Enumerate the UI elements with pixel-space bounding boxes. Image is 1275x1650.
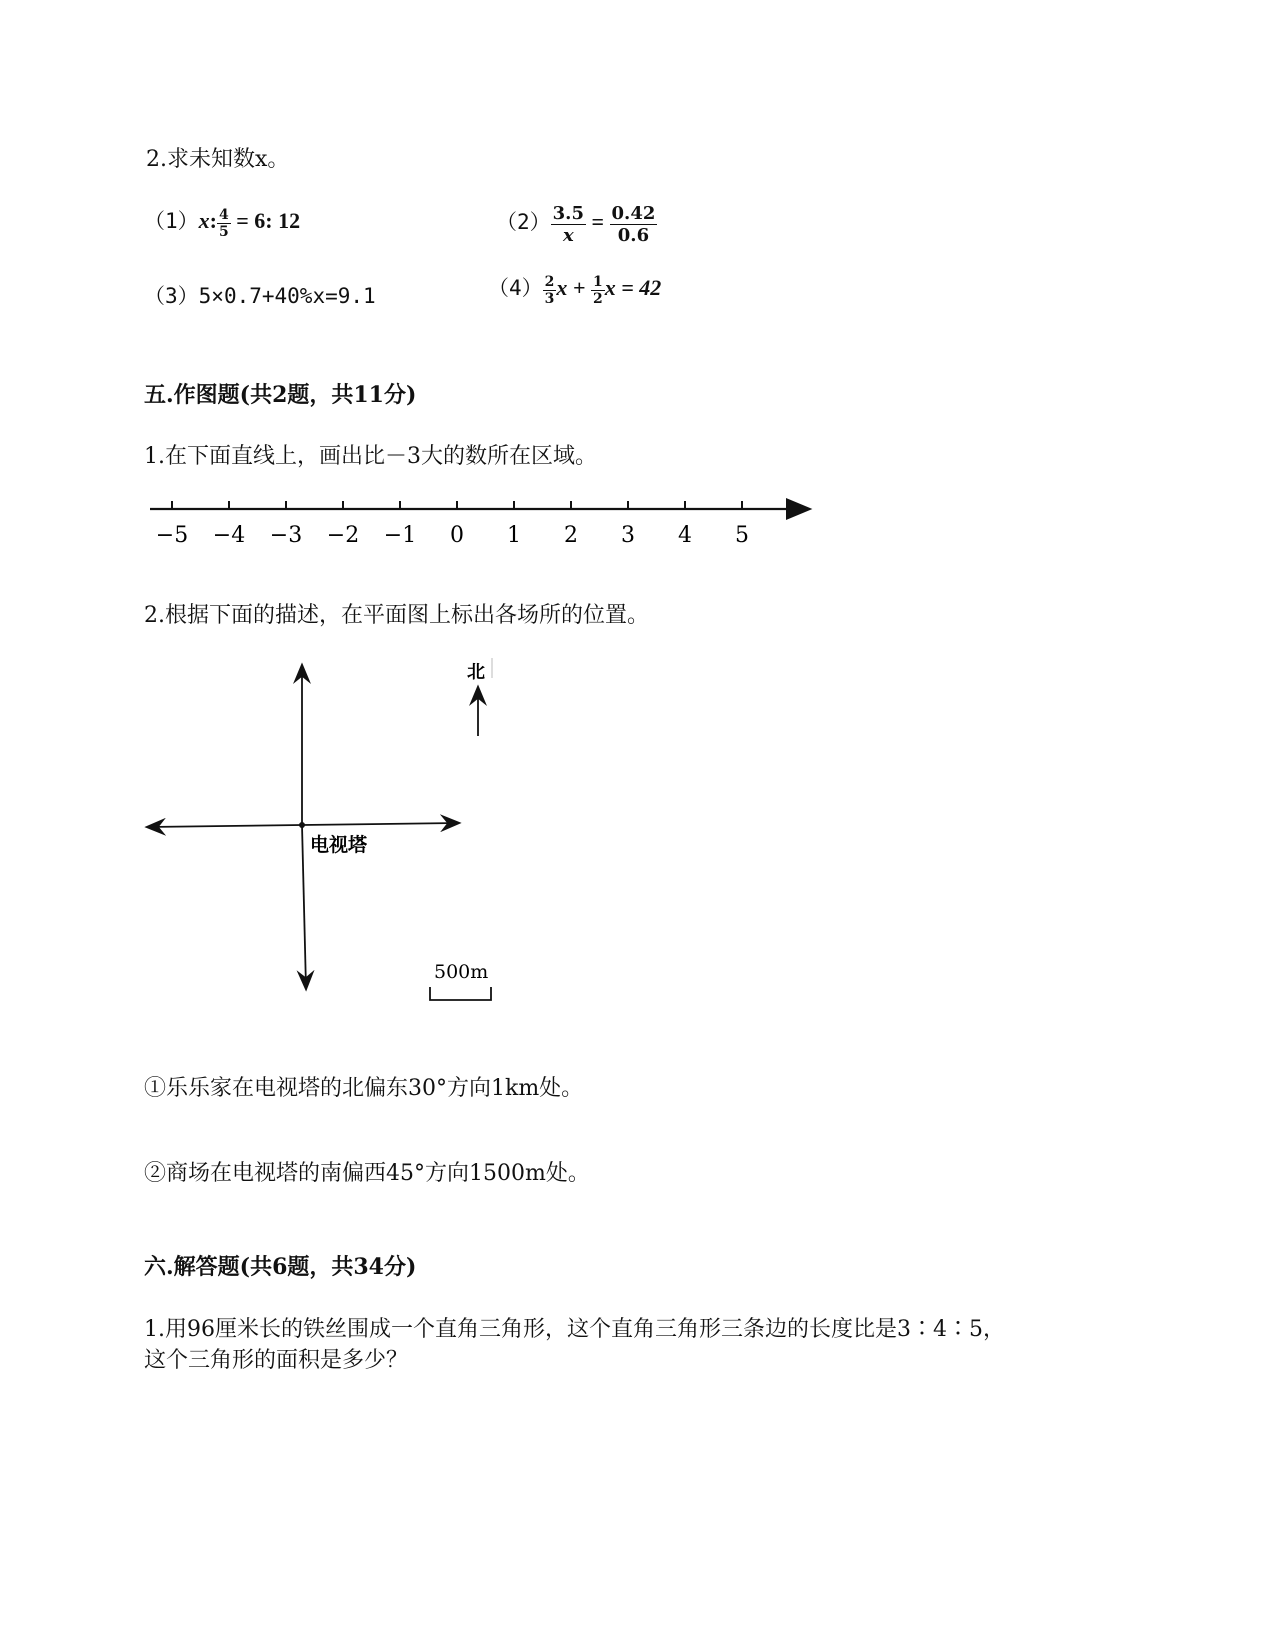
number-line-tick-label: −3	[269, 523, 303, 548]
question-text-continued: 这个三角形的面积是多少？	[144, 1348, 409, 1373]
fraction: $\frac{0.42}{0.6}$	[611, 203, 656, 246]
equation-1: （1）x: $\frac{4}{5}$ = 6: 12	[144, 207, 301, 240]
north-label: 北	[467, 662, 485, 683]
number-line-tick-label: −4	[212, 523, 246, 548]
equation-3: （3）5×0.7+40%x=9.1	[144, 284, 376, 308]
question-title: 2.求未知数x。	[146, 147, 290, 172]
number-line-tick-label: −5	[155, 523, 189, 548]
number-line-tick-label: 2	[564, 523, 578, 548]
tv-tower-label: 电视塔	[310, 834, 368, 856]
equation-2: （2） $\frac{3.5}{x}$ = $\frac{0.42}{0.6}$	[496, 203, 656, 246]
question-text: 2.根据下面的描述，在平面图上标出各场所的位置。	[144, 603, 649, 628]
number-line-tick-label: 1	[507, 523, 521, 548]
fraction: $\frac{1}{2}$	[592, 274, 603, 307]
tv-tower-point	[299, 822, 305, 828]
number-line-tick-label: −2	[326, 523, 360, 548]
section-heading: 六.解答题(共6题，共34分)	[144, 1254, 417, 1280]
number-line-tick-label: −1	[383, 523, 417, 548]
equation-4: （4） $\frac{2}{3}$ x + $\frac{1}{2}$ x = 42	[488, 274, 662, 307]
number-line-tick-label: 0	[450, 523, 464, 548]
question-text: 1.在下面直线上，画出比－3大的数所在区域。	[144, 444, 597, 469]
fraction: $\frac{2}{3}$	[544, 274, 555, 307]
number-line	[140, 490, 820, 555]
south-axis	[302, 825, 306, 988]
fraction: $\frac{4}{5}$	[218, 207, 229, 240]
scale-bar	[430, 987, 491, 1000]
scale-label: 500m	[434, 961, 489, 983]
number-line-tick-label: 5	[735, 523, 749, 548]
east-axis	[302, 823, 458, 825]
section-heading: 五.作图题(共2题，共11分)	[144, 382, 417, 408]
map-diagram	[140, 650, 520, 1020]
fraction: $\frac{3.5}{x}$	[552, 203, 584, 246]
west-axis	[148, 825, 302, 827]
number-line-tick-label: 3	[621, 523, 635, 548]
location-item: ②商场在电视塔的南偏西45°方向1500m处。	[144, 1161, 590, 1186]
question-text: 1.用96厘米长的铁丝围成一个直角三角形，这个直角三角形三条边的长度比是3∶4∶5，	[144, 1317, 1005, 1342]
number-line-tick-label: 4	[678, 523, 692, 548]
location-item: ①乐乐家在电视塔的北偏东30°方向1km处。	[144, 1076, 584, 1101]
